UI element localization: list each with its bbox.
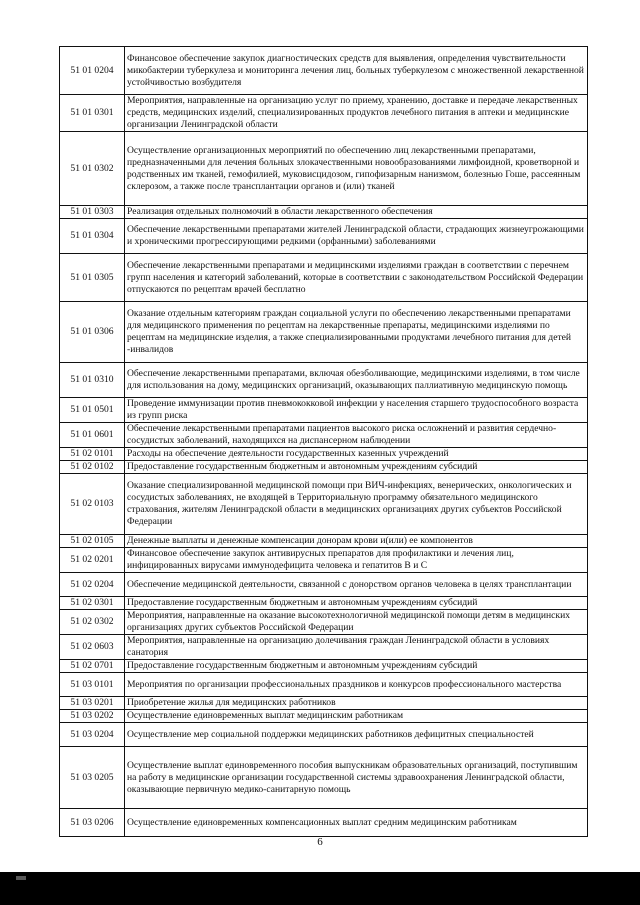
row-code: 51 02 0603 [60,635,125,660]
row-code: 51 02 0204 [60,573,125,597]
table-row [60,423,588,448]
row-description: Обеспечение лекарственными препаратами пациентов высокого риска осложнений и развития сердечно-сосудистых заболеваний, находящихся на диспансерном наблюдении [125,423,588,448]
row-description: Осуществление единовременных компенсационных выплат средним медицинским работникам [125,809,588,837]
table-row [60,474,588,535]
table-row [60,697,588,710]
row-description: Приобретение жилья для медицинских работников [125,697,588,710]
budget-codes-table [59,46,588,837]
row-code: 51 01 0601 [60,423,125,448]
table-row [60,254,588,302]
row-description: Предоставление государственным бюджетным и автономным учреждениям субсидий [125,597,588,610]
table-body [60,47,588,837]
table-row [60,363,588,398]
scan-bottom-edge [0,872,640,905]
row-code: 51 01 0501 [60,398,125,423]
row-code: 51 03 0202 [60,710,125,723]
row-description: Мероприятия по организации профессиональных праздников и конкурсов профессионального мастерства [125,673,588,697]
row-description: Реализация отдельных полномочий в области лекарственного обеспечения [125,206,588,219]
row-code: 51 02 0101 [60,448,125,461]
row-code: 51 03 0205 [60,747,125,809]
table-row [60,219,588,254]
table-row [60,461,588,474]
row-description: Предоставление государственным бюджетным и автономным учреждениям субсидий [125,461,588,474]
table-row [60,95,588,132]
scan-artifact-mark [16,876,26,880]
row-description: Оказание отдельным категориям граждан социальной услуги по обеспечению лекарственными препаратами для медицинского применения по рецептам на лекарственные препараты, медицинскими изделиями по рецептам на медицинские изделия, а также специализированными продуктами лечебного питания для детей -инвалидов [125,302,588,363]
table-row [60,206,588,219]
row-code: 51 02 0103 [60,474,125,535]
row-description: Мероприятия, направленные на организацию услуг по приему, хранению, доставке и передаче лекарственных средств, медицинских изделий, специализированных продуктов лечебного питания в аптеки и медицинские организации Ленинградской области [125,95,588,132]
table-row [60,597,588,610]
row-description: Осуществление мер социальной поддержки медицинских работников дефицитных специальностей [125,723,588,747]
row-code: 51 01 0302 [60,132,125,206]
table-row [60,723,588,747]
row-description: Осуществление единовременных выплат медицинским работникам [125,710,588,723]
row-description: Обеспечение лекарственными препаратами жителей Ленинградской области, страдающих жизнеугрожающими и хроническими прогрессирующими редкими (орфанными) заболеваниями [125,219,588,254]
row-code: 51 02 0302 [60,610,125,635]
row-code: 51 02 0201 [60,548,125,573]
row-code: 51 01 0310 [60,363,125,398]
row-description: Финансовое обеспечение закупок диагностических средств для выявления, определения чувствительности микобактерии туберкулеза и мониторинга лечения лиц, больных туберкулезом с множественной лекарственной устойчивостью возбудителя [125,47,588,95]
row-description: Расходы на обеспечение деятельности государственных казенных учреждений [125,448,588,461]
row-code: 51 03 0101 [60,673,125,697]
row-description: Проведение иммунизации против пневмококковой инфекции у населения старшего трудоспособного возраста из групп риска [125,398,588,423]
table-row [60,635,588,660]
table-row [60,448,588,461]
table-row [60,398,588,423]
row-code: 51 01 0301 [60,95,125,132]
row-description: Осуществление выплат единовременного пособия выпускникам образовательных организаций, поступившим на работу в медицинские организации государственной системы здравоохранения Ленинградской области, оказывающие первичную медико-санитарную помощь [125,747,588,809]
row-code: 51 02 0701 [60,660,125,673]
row-code: 51 01 0306 [60,302,125,363]
table-row [60,548,588,573]
row-code: 51 01 0303 [60,206,125,219]
table-row [60,573,588,597]
row-description: Обеспечение медицинской деятельности, связанной с донорством органов человека в целях трансплантации [125,573,588,597]
table-row [60,302,588,363]
page-number: 6 [317,836,323,848]
table-row [60,710,588,723]
row-description: Денежные выплаты и денежные компенсации донорам крови и(или) ее компонентов [125,535,588,548]
row-code: 51 01 0304 [60,219,125,254]
table-row [60,610,588,635]
table-row [60,660,588,673]
row-description: Мероприятия, направленные на оказание высокотехнологичной медицинской помощи детям в медицинских организациях других субъектов Российской Федерации [125,610,588,635]
row-description: Обеспечение лекарственными препаратами и медицинскими изделиями граждан в соответствии с перечнем групп населения и категорий заболеваний, которые в соответствии с законодательством Российской Федерации отпускаются по рецептам врачей бесплатно [125,254,588,302]
row-description: Финансовое обеспечение закупок антивирусных препаратов для профилактики и лечения лиц, инфицированных вирусами иммунодефицита человека и гепатитов В и С [125,548,588,573]
row-description: Обеспечение лекарственными препаратами, включая обезболивающие, медицинскими изделиями, в том числе для использования на дому, медицинских организаций, оказывающих паллиативную медицинскую помощь [125,363,588,398]
table-row [60,132,588,206]
table-row [60,809,588,837]
row-code: 51 01 0204 [60,47,125,95]
table-row [60,673,588,697]
row-description: Осуществление организационных мероприятий по обеспечению лиц лекарственными препаратами, предназначенными для лечения больных злокачественными новообразованиями лимфоидной, кроветворной и родственных им тканей, гемофилией, муковисцидозом, гипофизарным нанизмом, болезнью Гоше, рассеянным склерозом, а также после трансплантации органов и (или) тканей [125,132,588,206]
table-row [60,535,588,548]
row-code: 51 03 0201 [60,697,125,710]
row-code: 51 03 0206 [60,809,125,837]
row-code: 51 01 0305 [60,254,125,302]
table-row [60,47,588,95]
row-code: 51 02 0105 [60,535,125,548]
row-code: 51 02 0301 [60,597,125,610]
table-row [60,747,588,809]
row-description: Предоставление государственным бюджетным и автономным учреждениям субсидий [125,660,588,673]
row-description: Мероприятия, направленные на организацию долечивания граждан Ленинградской области в условиях санатория [125,635,588,660]
row-description: Оказание специализированной медицинской помощи при ВИЧ-инфекциях, венерических, онкологических и сосудистых заболеваниях, не входящей в Территориальную программу обязательного медицинского страхования, жителям Ленинградской области в медицинских организациях других субъектов Российской Федерации [125,474,588,535]
row-code: 51 03 0204 [60,723,125,747]
row-code: 51 02 0102 [60,461,125,474]
